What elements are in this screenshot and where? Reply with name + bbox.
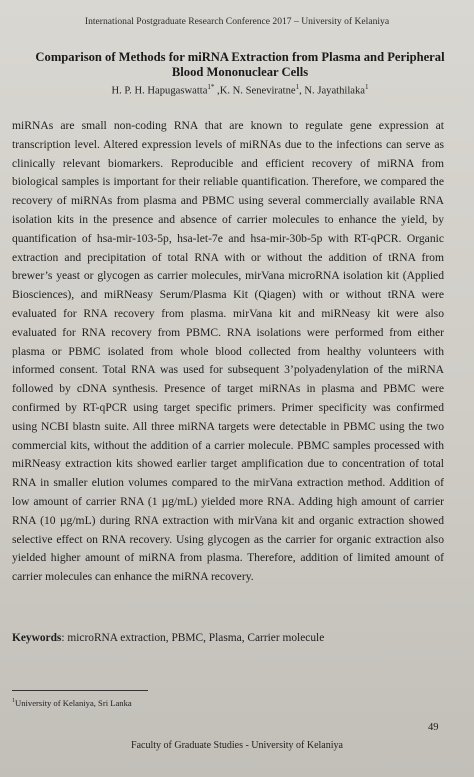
author-affiliation-mark: 1* <box>207 83 215 91</box>
footnote-divider <box>12 690 148 691</box>
paper-title: Comparison of Methods for miRNA Extraction from Plasma and Peripheral Blood Mononuclear Cells <box>35 50 445 79</box>
page-number: 49 <box>428 722 439 733</box>
keywords-text: : microRNA extraction, PBMC, Plasma, Carrier molecule <box>61 632 325 644</box>
author-separator: , <box>214 85 220 97</box>
author-name: N. Jayathilaka <box>304 85 366 97</box>
author-affiliation-mark: 1 <box>365 83 369 91</box>
keywords-line <box>12 632 444 644</box>
author-separator: , <box>299 85 305 97</box>
page-footer: Faculty of Graduate Studies - University of Kelaniya <box>131 740 343 751</box>
author-affiliation-mark: 1 <box>295 83 300 91</box>
abstract-body <box>12 117 444 587</box>
footnote <box>12 698 312 708</box>
keywords-label: Keywords <box>12 632 62 644</box>
footnote-mark: 1 <box>12 698 15 705</box>
author-name: K. N. Seneviratne <box>219 85 296 97</box>
author-name: H. P. H. Hapugaswatta <box>111 85 208 97</box>
footnote-text: University of Kelaniya, Sri Lanka <box>15 698 132 708</box>
abstract-paragraph: miRNAs are small non-coding RNA that are known to regulate gene expression at transcription level. Altered expression levels of miRNAs due to the infections can serve as clinically relevant biomarkers. Reproducible and efficient recovery of miRNA from biological samples is important for their reliable quantification. Therefore, we compared the recovery of miRNAs from plasma and PBMC using several commercially available RNA isolation kits in the presence and absence of carrier molecules to enhance the yield, by quantification of hsa-mir-103-5p, hsa-let-7e and hsa-mir-30b-5p with RT-qPCR. Organic extraction and precipitation of total RNA with or without the addition of tRNA from brewer’s yeast or glycogen as carrier molecules, mirVana microRNA isolation kit (Applied Biosciences), and miRNeasy Serum/Plasma Kit (Qiagen) with or without tRNA were evaluated for RNA recovery from plasma. mirVana kit and miRNeasy kit were also evaluated for RNA recovery from PBMC. RNA isolations were performed from either plasma or PBMC isolated from whole blood collected from healthy volunteers with informed consent. Total RNA was used for subsequent 3’polyadenylation of the miRNA followed by cDNA synthesis. Presence of target miRNAs in plasma and PBMC were confirmed by RT-qPCR using target specific primers. Primer specificity was confirmed using NCBI blastn suite. All three miRNA targets were detectable in PBMC using the two commercial kits, without the addition of a carrier molecule. PBMC samples processed with miRNeasy extraction kits showed earlier target amplification due to concentration of total RNA in smaller elution volumes compared to the mirVana extraction method. Addition of low amount of carrier RNA (1 µg/mL) yielded more RNA. Adding high amount of carrier RNA (10 µg/mL) during RNA extraction with mirVana kit and organic extraction showed selective effect on RNA recovery. Using glycogen as the carrier for organic extraction also yielded higher amount of miRNA from plasma. Therefore, addition of limited amount of carrier molecules can enhance the miRNA recovery. <box>12 119 444 584</box>
running-head: International Postgraduate Research Conference 2017 – University of Kelaniya <box>84 16 390 27</box>
author-line <box>20 83 460 97</box>
